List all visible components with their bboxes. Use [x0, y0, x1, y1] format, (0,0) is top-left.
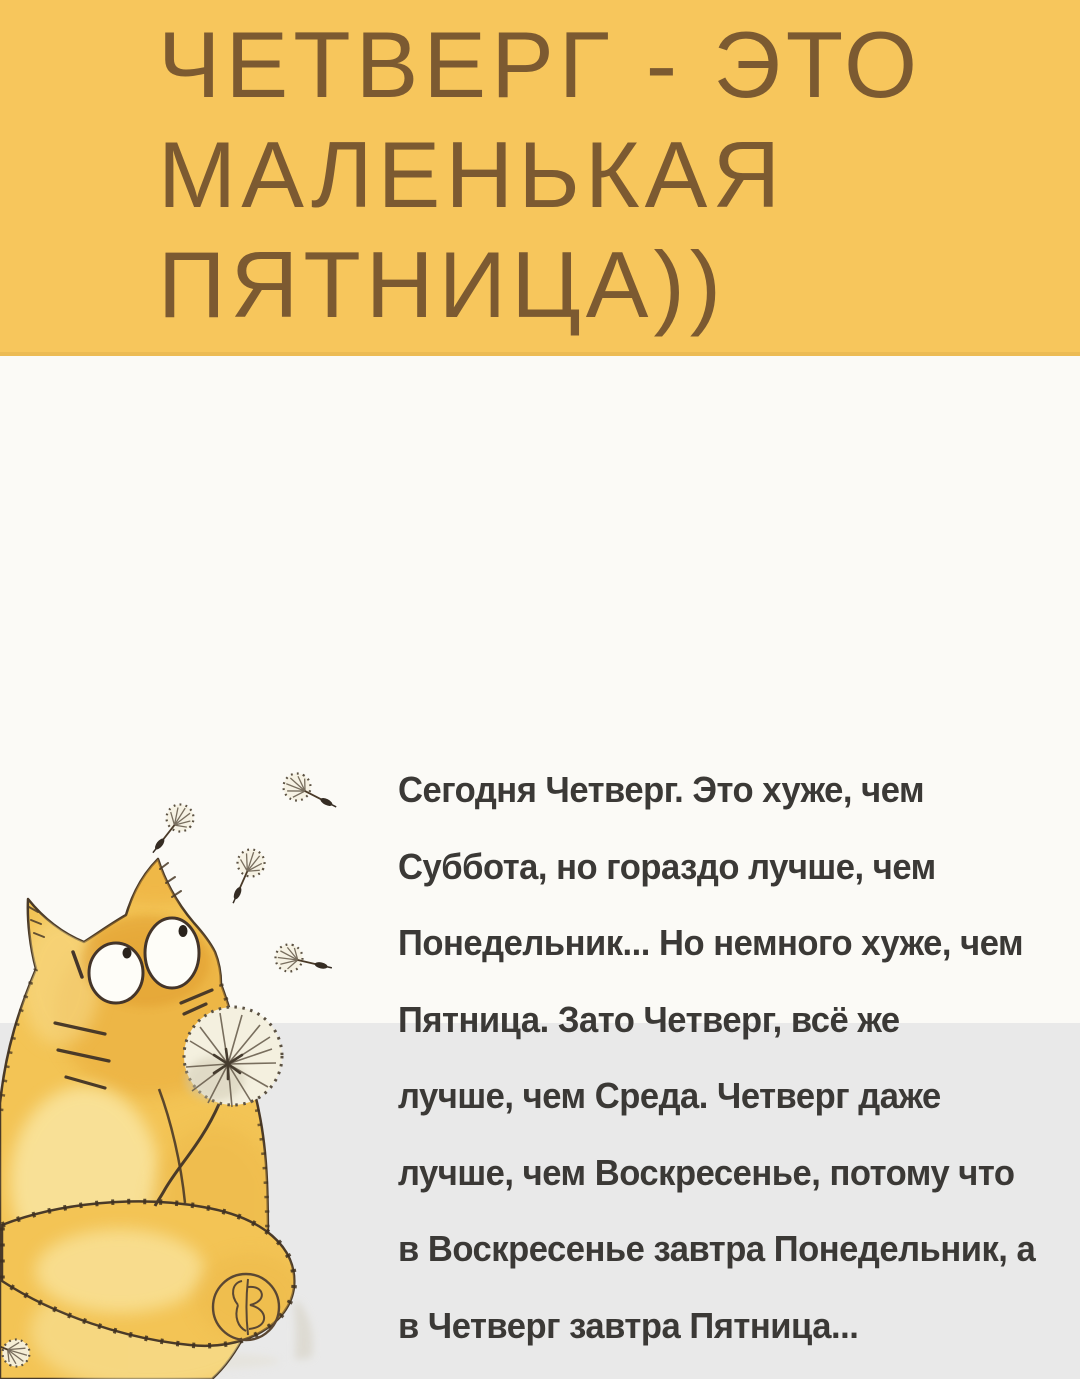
quote-line: лучше, чем Воскресенье, потому что	[398, 1151, 1015, 1193]
quote-text	[398, 752, 1074, 1364]
quote-line: Суббота, но гораздо лучше, чем	[398, 845, 936, 887]
left-eye	[89, 943, 143, 1003]
header-title-line: ЧЕТВЕРГ - ЭТО	[157, 12, 923, 117]
header-title-line: МАЛЕНЬКАЯ	[157, 122, 786, 227]
header-title-line: ПЯТНИЦА))	[157, 232, 727, 337]
meme-header	[0, 0, 1080, 356]
dandelion-head	[184, 1007, 282, 1107]
quote-line: Пятница. Зато Четверг, всё же	[398, 998, 900, 1040]
quote-line: в Воскресенье завтра Понедельник, а	[398, 1228, 1036, 1269]
header-title	[158, 10, 922, 340]
tail-shadow	[293, 1301, 313, 1359]
left-pupil	[123, 948, 132, 959]
meme-body	[0, 356, 1080, 1346]
right-eye	[145, 918, 199, 988]
quote-line: в Четверг завтра Пятница...	[398, 1304, 859, 1346]
quote-line: Понедельник... Но немного хуже, чем	[398, 922, 1024, 963]
cat-dandelion-illustration	[0, 711, 400, 1379]
quote-line: Сегодня Четверг. Это хуже, чем	[398, 769, 925, 810]
right-pupil	[179, 925, 188, 937]
quote-line: лучше, чем Среда. Четверг даже	[398, 1075, 941, 1116]
